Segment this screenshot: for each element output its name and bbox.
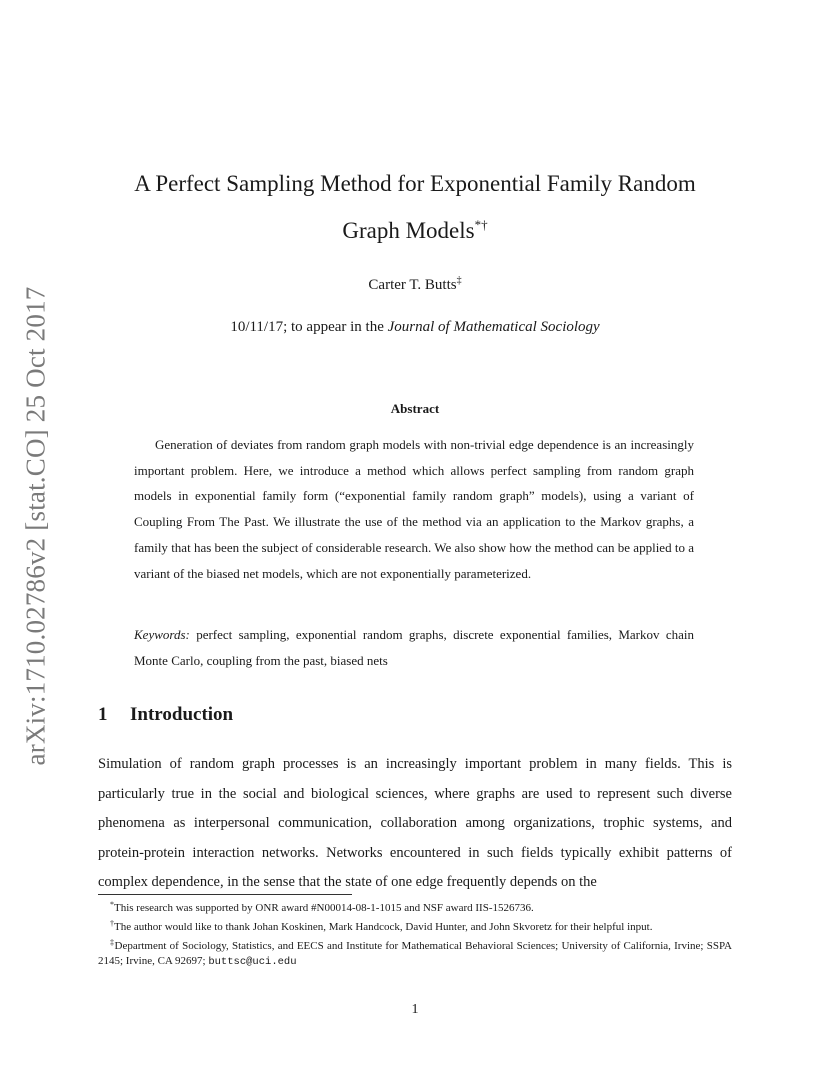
author-footnote-mark: ‡	[456, 275, 462, 286]
title-text-1: A Perfect Sampling Method for Exponential Family Random	[134, 171, 696, 196]
footnote-1-text: This research was supported by ONR award #N00014-08-1-1015 and NSF award IIS-1526736.	[114, 902, 534, 914]
paper-title-line-1	[100, 172, 730, 195]
footnote-3	[98, 935, 732, 970]
date-prefix: 10/11/17; to appear in the	[230, 319, 388, 335]
abstract-body: Generation of deviates from random graph models with non-trivial edge dependence is an increasingly important problem. Here, we introduce a method which allows perfect sampling from random graph models in exponential family form (“exponential family random graph” models), using a variant of Coupling From The Past. We illustrate the use of the method via an application to the Markov graphs, a family that has been the subject of considerable research. We also show how the method can be applied to a variant of the biased net models, which are not exponentially parameterized.	[134, 437, 694, 581]
footnote-divider	[98, 894, 352, 895]
journal-name: Journal of Mathematical Sociology	[387, 319, 600, 335]
paper-title-line-2	[100, 218, 730, 242]
abstract-heading: Abstract	[390, 401, 440, 416]
footnote-1	[98, 897, 732, 916]
arxiv-identifier-stamp: arXiv:1710.02786v2 [stat.CO] 25 Oct 2017	[20, 286, 51, 766]
date-publication-line	[100, 319, 730, 336]
footnote-3-text: Department of Sociology, Statistics, and EECS and Institute for Mathematical Behavioral Sciences; University of California, Irvine; SSPA 2145; Irvine, CA 92697;	[98, 940, 732, 967]
footnote-2-text: The author would like to thank Johan Koskinen, Mark Handcock, David Hunter, and John Skvoretz for their helpful input.	[114, 921, 653, 933]
keywords-paragraph	[134, 622, 694, 673]
section-heading	[98, 704, 233, 726]
footnote-2	[98, 916, 732, 935]
footnotes	[98, 897, 732, 970]
section-title: Introduction	[130, 704, 234, 725]
title-text-2: Graph Models	[342, 218, 475, 243]
keywords-list: perfect sampling, exponential random graphs, discrete exponential families, Markov chain Monte Carlo, coupling from the past, biased nets	[134, 627, 695, 668]
title-footnote-marks: *†	[474, 217, 488, 232]
introduction-paragraph: Simulation of random graph processes is an increasingly important problem in many fields. This is particularly true in the social and biological sciences, where graphs are used to represent such diverse phenomena as interpersonal communication, collaboration among organizations, trophic systems, and protein-protein interaction networks. Networks encountered in such fields typically exhibit patterns of complex dependence, in the sense that the state of one edge frequently depends on the	[98, 756, 732, 890]
section-number: 1	[98, 704, 108, 725]
footnote-3-mark: ‡	[110, 938, 115, 947]
author-email-link[interactable]: buttsc@uci.edu	[208, 956, 297, 968]
footnote-1-mark: *	[110, 900, 114, 909]
author-line	[100, 275, 730, 294]
author-name: Carter T. Butts	[368, 277, 457, 293]
footnote-2-mark: †	[110, 919, 114, 928]
keywords-label: Keywords:	[134, 627, 190, 642]
page-number: 1	[411, 1002, 419, 1017]
